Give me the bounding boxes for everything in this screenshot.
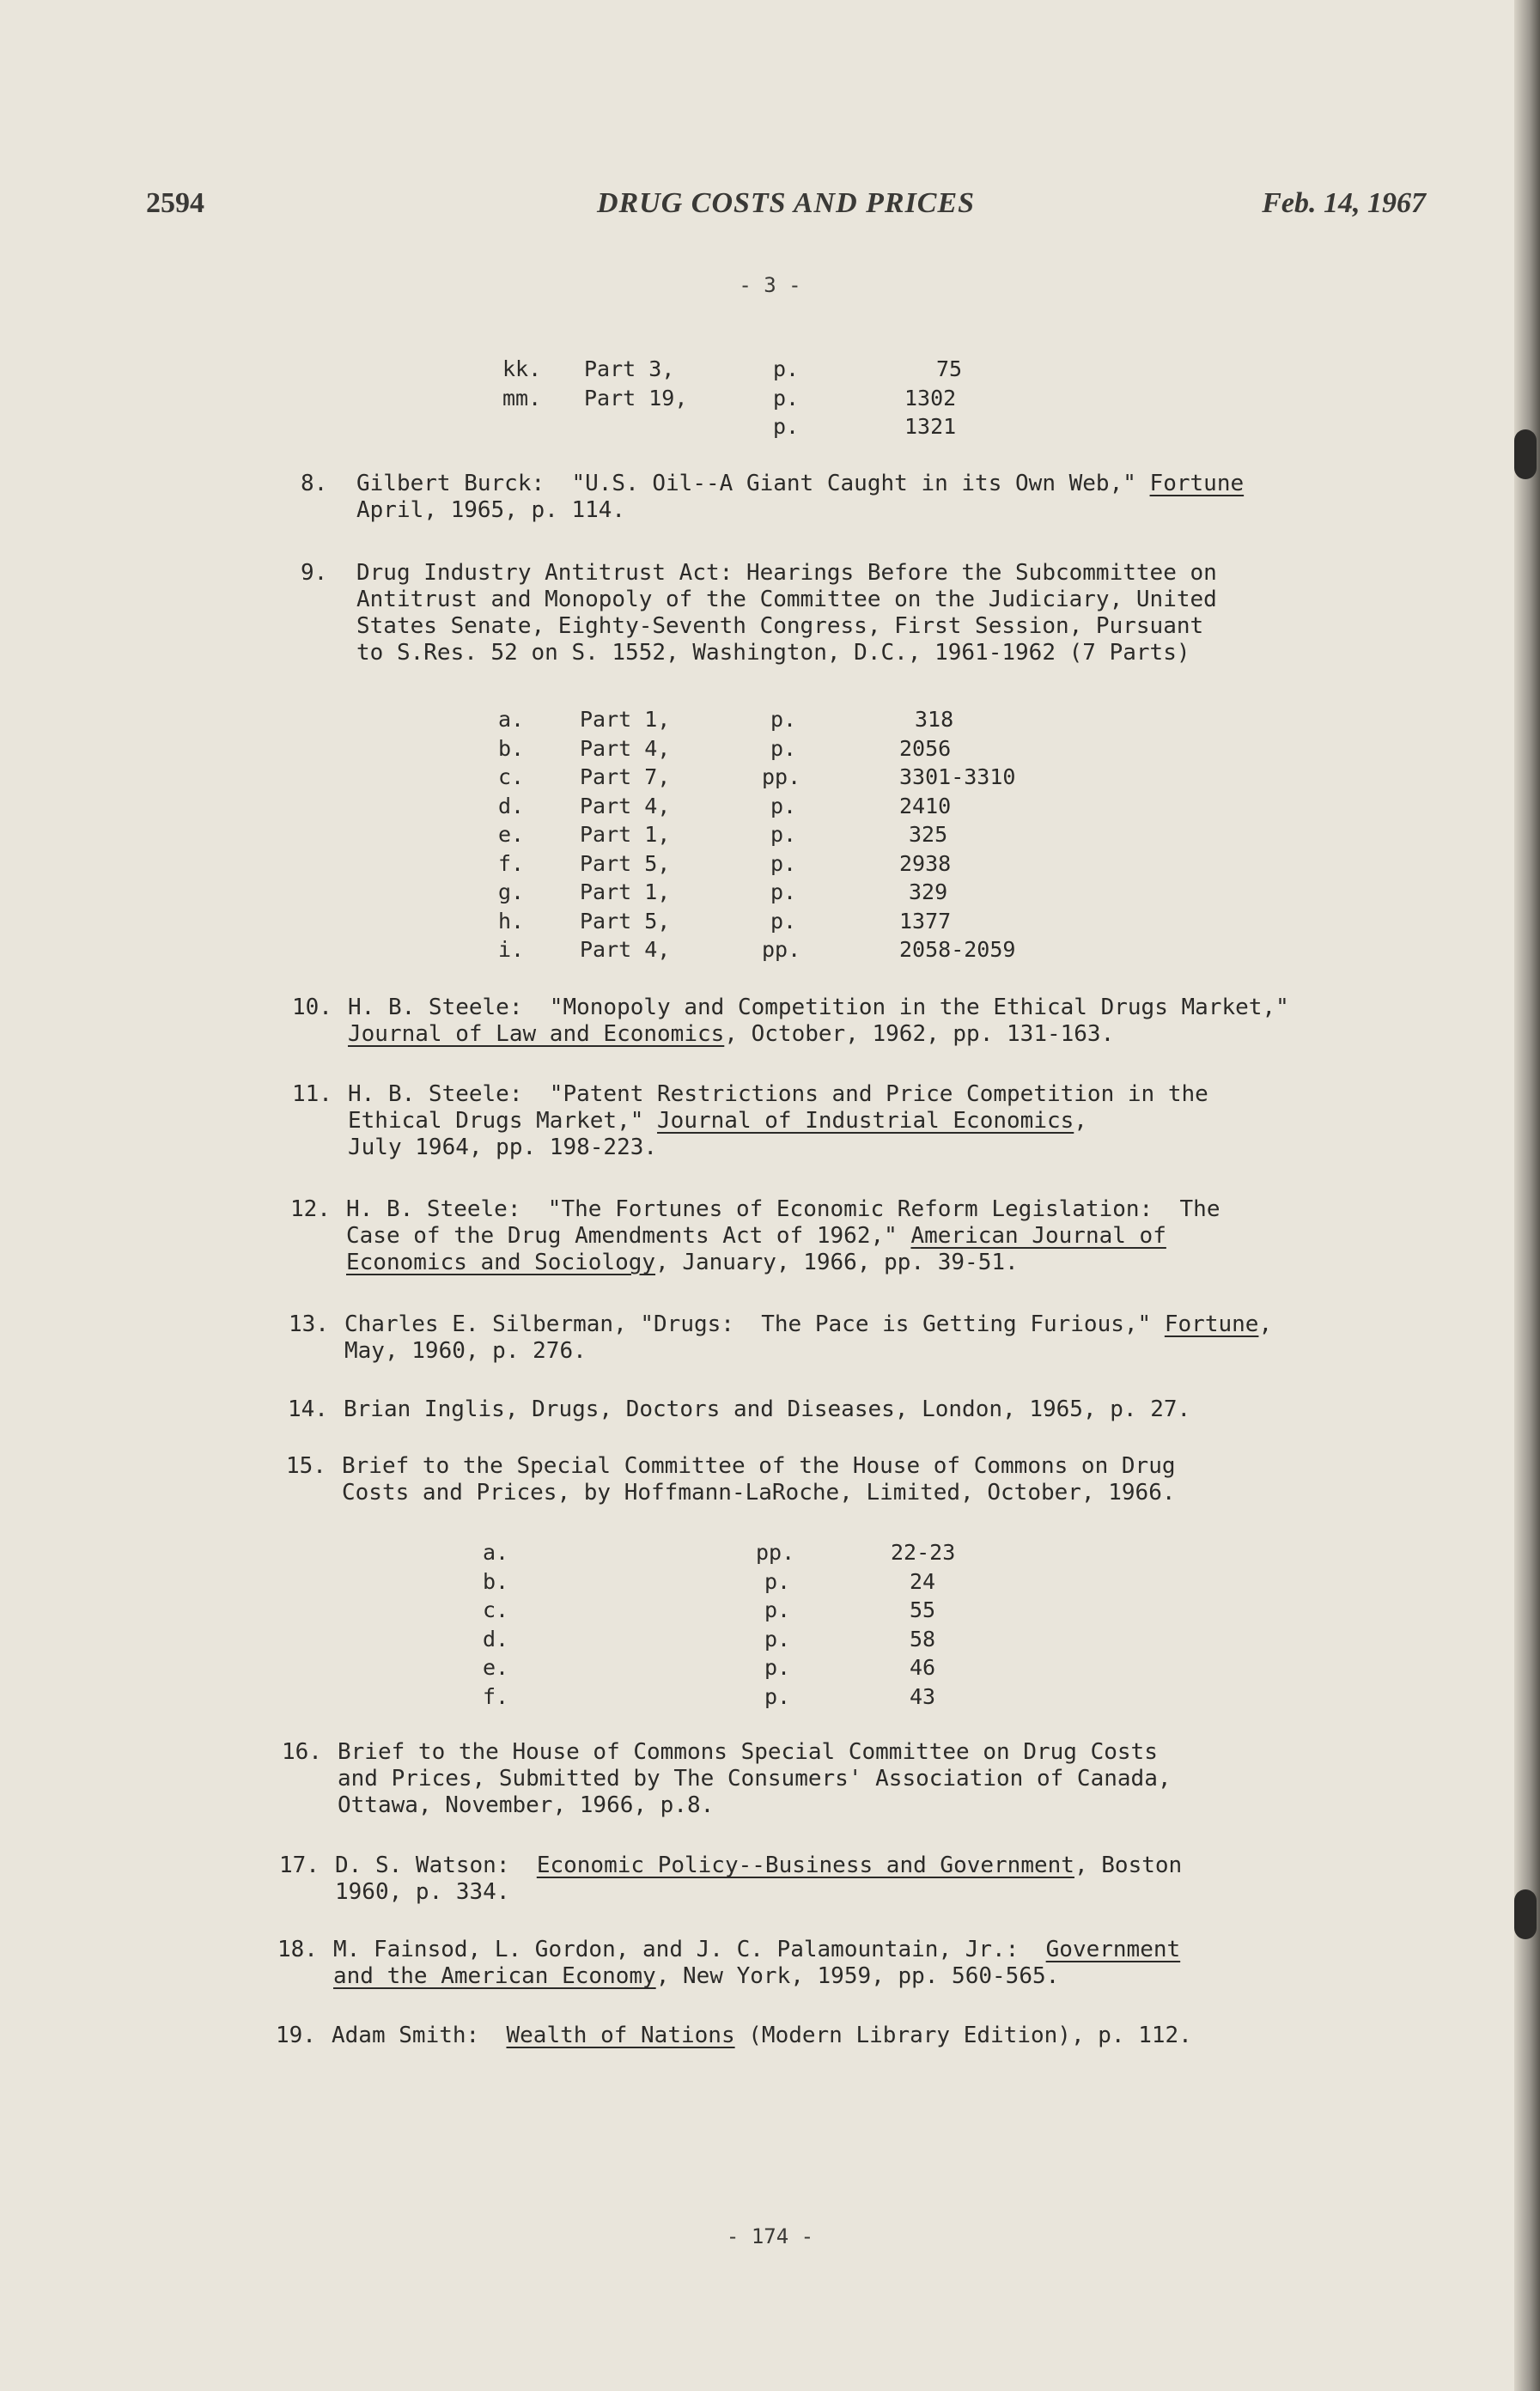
cell-part: Part 3, [584, 356, 675, 381]
cell-text: Drug Industry Antitrust Act: Hearings Before the Subcommittee on Antitrust and Monopoly of the Committee on the Judiciary, United States Senate, Eighty-Seventh Congress, First Session, Pursuant to S.Res. 52 on S. 1552, Washington, D.C., 1961-1962 (7 Parts) [356, 560, 1217, 666]
reference-18 [277, 1937, 1398, 1990]
cell-num: 9. [301, 560, 328, 586]
cell-page: 3301-3310 [899, 764, 1016, 789]
cell-page: 1321 [904, 414, 957, 439]
reference-13 [289, 1311, 1409, 1365]
cell-pre: Charles E. Silberman, "Drugs: The Pace is Getting Furious," [344, 1311, 1165, 1337]
cell-p: p. [770, 822, 797, 847]
cell-pre: M. Fainsod, L. Gordon, and J. C. Palamountain, Jr.: [333, 1937, 1046, 1962]
header-page-number: 2594 [146, 187, 204, 219]
cell-page: 43 [910, 1683, 936, 1709]
reference-17 [279, 1853, 1400, 1906]
cell-page: 2410 [899, 793, 952, 818]
cell-p: p. [770, 707, 797, 732]
reference-10 [292, 995, 1413, 1048]
cell-pre: H. B. Steele: "Monopoly and Competition in the Ethical Drugs Market," [348, 995, 1289, 1020]
reference-16 [282, 1739, 1403, 1819]
cell-letter: kk. [502, 356, 542, 381]
cell-p: pp. [762, 937, 801, 962]
cell-letter: mm. [502, 385, 542, 411]
cell-letter: e. [483, 1655, 509, 1680]
cell-p: p. [773, 385, 800, 411]
cell-ul: Fortune [1164, 1311, 1259, 1337]
cell-ul: Economic Policy--Business and Government [536, 1853, 1074, 1878]
cell-letter: d. [483, 1626, 509, 1652]
cell-num: 12. [290, 1196, 331, 1222]
cell-num: 8. [301, 471, 328, 496]
cell-page: 2938 [899, 850, 952, 876]
cell-post: , January, 1966, pp. 39-51. [655, 1250, 1019, 1275]
cell-p: p. [764, 1655, 791, 1680]
cell-part: Part 1, [580, 879, 671, 904]
cell-post: April, 1965, p. 114. [356, 497, 626, 523]
cell-page: 75 [936, 356, 963, 381]
reference-12 [290, 1196, 1411, 1276]
reference-11 [292, 1081, 1413, 1161]
binder-clip-top [1514, 429, 1537, 479]
cell-p: p. [764, 1568, 791, 1594]
cell-text: Brief to the House of Commons Special Committee on Drug Costs and Prices, Submitted by The Consumers' Association of Canada, Ottawa, November, 1966, p.8. [338, 1739, 1172, 1818]
cell-post: , May, 1960, p. 276. [344, 1311, 1273, 1364]
cell-p: p. [773, 356, 800, 381]
cell-page: 1377 [899, 908, 952, 934]
cell-page: 2056 [899, 735, 952, 761]
reference-14 [288, 1396, 1409, 1423]
cell-post: , Boston 1960, p. 334. [335, 1853, 1183, 1905]
section-marker: - 3 - [739, 273, 801, 297]
cell-letter: b. [498, 735, 525, 761]
reference-15 [286, 1453, 1407, 1506]
cell-p: pp. [756, 1540, 795, 1565]
cell-ul: Government and the American Economy [333, 1937, 1181, 1989]
header-date: Feb. 14, 1967 [1262, 187, 1426, 219]
cell-letter: a. [498, 707, 525, 732]
cell-p: p. [770, 908, 797, 934]
cell-letter: h. [498, 908, 525, 934]
cell-pre: D. S. Watson: [335, 1853, 537, 1878]
cell-num: 18. [277, 1937, 318, 1962]
cell-letter: f. [483, 1683, 509, 1709]
reference-9 [301, 560, 1421, 666]
cell-pre: H. B. Steele: "The Fortunes of Economic Reform Legislation: The Case of the Drug Amendments Act of 1962," [346, 1196, 1220, 1249]
cell-part: Part 19, [584, 385, 688, 411]
cell-ul: Journal of Law and Economics [348, 1021, 725, 1047]
cell-page: 2058-2059 [899, 937, 1016, 962]
cell-num: 19. [276, 2023, 316, 2048]
cell-letter: b. [483, 1568, 509, 1594]
cell-pre: Adam Smith: [332, 2023, 507, 2048]
cell-ul: Journal of Industrial Economics [657, 1108, 1074, 1134]
cell-ul: American Journal of Economics and Sociology [346, 1223, 1166, 1275]
cell-letter: c. [483, 1597, 509, 1622]
cell-p: p. [770, 879, 797, 904]
cell-letter: a. [483, 1540, 509, 1565]
binder-clip-bottom [1514, 1889, 1537, 1939]
cell-pre: Gilbert Burck: "U.S. Oil--A Giant Caught in its Own Web," [356, 471, 1150, 496]
cell-num: 16. [282, 1739, 322, 1765]
cell-p: p. [764, 1597, 791, 1622]
cell-p: p. [770, 735, 797, 761]
cell-p: p. [770, 793, 797, 818]
cell-page: 24 [910, 1568, 936, 1594]
cell-post: , New York, 1959, pp. 560-565. [655, 1963, 1060, 1989]
cell-page: 46 [910, 1655, 936, 1680]
cell-page: 22-23 [891, 1540, 956, 1565]
cell-num: 17. [279, 1853, 320, 1878]
cell-page: 329 [909, 879, 948, 904]
cell-p: p. [770, 850, 797, 876]
cell-letter: c. [498, 764, 525, 789]
cell-letter: i. [498, 937, 525, 962]
cell-num: 14. [288, 1396, 328, 1422]
cell-post: , October, 1962, pp. 131-163. [724, 1021, 1115, 1047]
cell-num: 10. [292, 995, 332, 1020]
footer-page-number: - 174 - [726, 2224, 814, 2248]
cell-text: Brian Inglis, Drugs, Doctors and Diseases, London, 1965, p. 27. [344, 1396, 1191, 1422]
cell-post: (Modern Library Edition), p. 112. [734, 2023, 1192, 2048]
cell-letter: e. [498, 822, 525, 847]
cell-num: 15. [286, 1453, 326, 1479]
cell-part: Part 4, [580, 735, 671, 761]
cell-p: p. [773, 414, 800, 439]
cell-letter: g. [498, 879, 525, 904]
cell-ul: Fortune [1149, 471, 1245, 496]
cell-page: 318 [915, 707, 954, 732]
cell-letter: d. [498, 793, 525, 818]
header-title: DRUG COSTS AND PRICES [596, 187, 976, 219]
cell-text: Brief to the Special Committee of the House of Commons on Drug Costs and Prices, by Hoffmann-LaRoche, Limited, October, 1966. [342, 1453, 1176, 1506]
reference-19 [276, 2023, 1397, 2049]
page-edge-shadow [1514, 0, 1540, 2391]
reference-8 [301, 471, 1421, 524]
cell-part: Part 4, [580, 793, 671, 818]
cell-part: Part 5, [580, 850, 671, 876]
cell-page: 58 [910, 1626, 936, 1652]
cell-part: Part 1, [580, 707, 671, 732]
running-header [146, 187, 1426, 230]
cell-num: 13. [289, 1311, 329, 1337]
cell-p: p. [764, 1626, 791, 1652]
cell-num: 11. [292, 1081, 332, 1107]
cell-pre: H. B. Steele: "Patent Restrictions and Price Competition in the Ethical Drugs Market," [348, 1081, 1208, 1134]
cell-page: 55 [910, 1597, 936, 1622]
cell-part: Part 1, [580, 822, 671, 847]
cell-p: p. [764, 1683, 791, 1709]
cell-part: Part 5, [580, 908, 671, 934]
cell-part: Part 4, [580, 937, 671, 962]
cell-part: Part 7, [580, 764, 671, 789]
cell-letter: f. [498, 850, 525, 876]
cell-post: , July 1964, pp. 198-223. [348, 1108, 1087, 1160]
cell-page: 1302 [904, 385, 957, 411]
cell-p: pp. [762, 764, 801, 789]
cell-page: 325 [909, 822, 948, 847]
cell-ul: Wealth of Nations [506, 2023, 735, 2048]
